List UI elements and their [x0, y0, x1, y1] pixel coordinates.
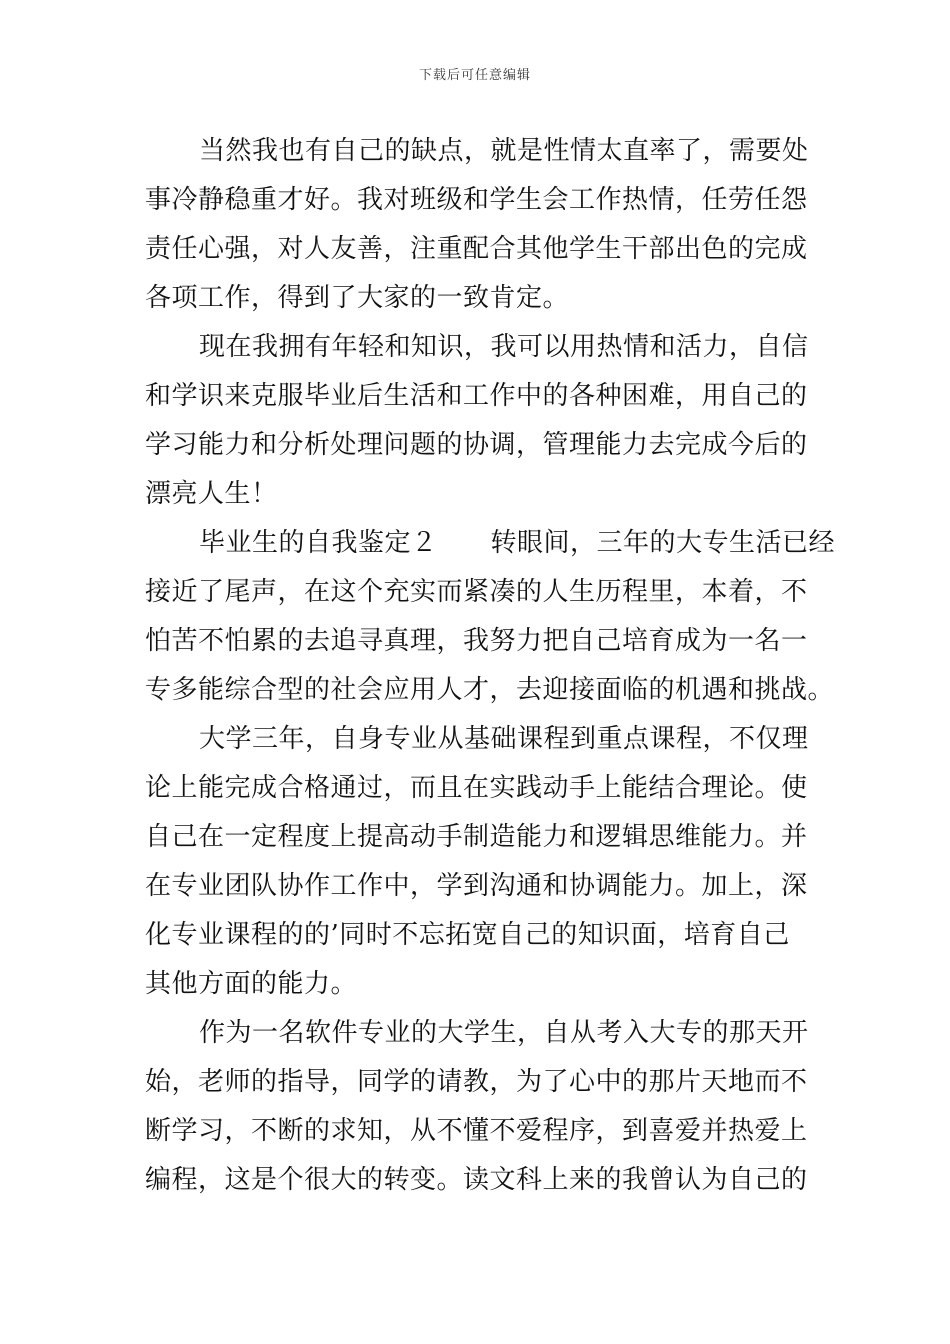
- text-line: 化专业课程的的’同时不忘拓宽自己的知识面，培育自己: [145, 920, 790, 950]
- text-line: 在专业团队协作工作中，学到沟通和协调能力。加上，深: [145, 871, 808, 901]
- document-body: [145, 127, 836, 1205]
- text-line: 论上能完成合格通过，而且在实践动手上能结合理论。使: [145, 773, 808, 803]
- text-line: 当然我也有自己的缺点，就是性情太直率了，需要处: [199, 136, 809, 166]
- text-line: 和学识来克服毕业后生活和工作中的各种困难，用自己的: [145, 381, 808, 411]
- page-header: 下载后可任意编辑: [418, 68, 531, 83]
- text-line: 断学习，不断的求知，从不懂不爱程序，到喜爱并热爱上: [145, 1116, 808, 1146]
- paragraph-2: [145, 323, 809, 519]
- text-line: 漂亮人生！: [145, 479, 278, 509]
- text-line: 责任心强，对人友善，注重配合其他学生干部出色的完成: [145, 234, 808, 264]
- text-line: 始，老师的指导，同学的请教，为了心中的那片天地而不: [145, 1067, 808, 1097]
- text-line: 学习能力和分析处理问题的协调，管理能力去完成今后的: [145, 430, 808, 460]
- paragraph-5: [145, 1009, 809, 1205]
- text-line: 编程，这是个很大的转变。读文科上来的我曾认为自己的: [145, 1165, 808, 1195]
- text-line: 各项工作，得到了大家的一致肯定。: [145, 283, 570, 313]
- text-line: 现在我拥有年轻和知识，我可以用热情和活力，自信: [199, 332, 809, 362]
- text-line: 大学三年，自身专业从基础课程到重点课程，不仅理: [199, 724, 809, 754]
- text-line: 作为一名软件专业的大学生，自从考入大专的那天开: [199, 1018, 809, 1048]
- paragraph-1: [145, 127, 809, 323]
- paragraph-3: [145, 519, 836, 715]
- text-line: 事冷静稳重才好。我对班级和学生会工作热情，任劳任怨: [145, 185, 808, 215]
- text-line: 其他方面的能力。: [145, 969, 358, 999]
- text-line: 专多能综合型的社会应用人才，去迎接面临的机遇和挑战。: [145, 675, 835, 705]
- text-line: 毕业生的自我鉴定２ 转眼间，三年的大专生活已经: [199, 528, 836, 558]
- text-line: 接近了尾声，在这个充实而紧凑的人生历程里，本着，不: [145, 577, 808, 607]
- text-line: 自己在一定程度上提高动手制造能力和逻辑思维能力。并: [145, 822, 808, 852]
- text-line: 怕苦不怕累的去追寻真理，我努力把自己培育成为一名一: [145, 626, 808, 656]
- paragraph-4: [145, 715, 809, 1009]
